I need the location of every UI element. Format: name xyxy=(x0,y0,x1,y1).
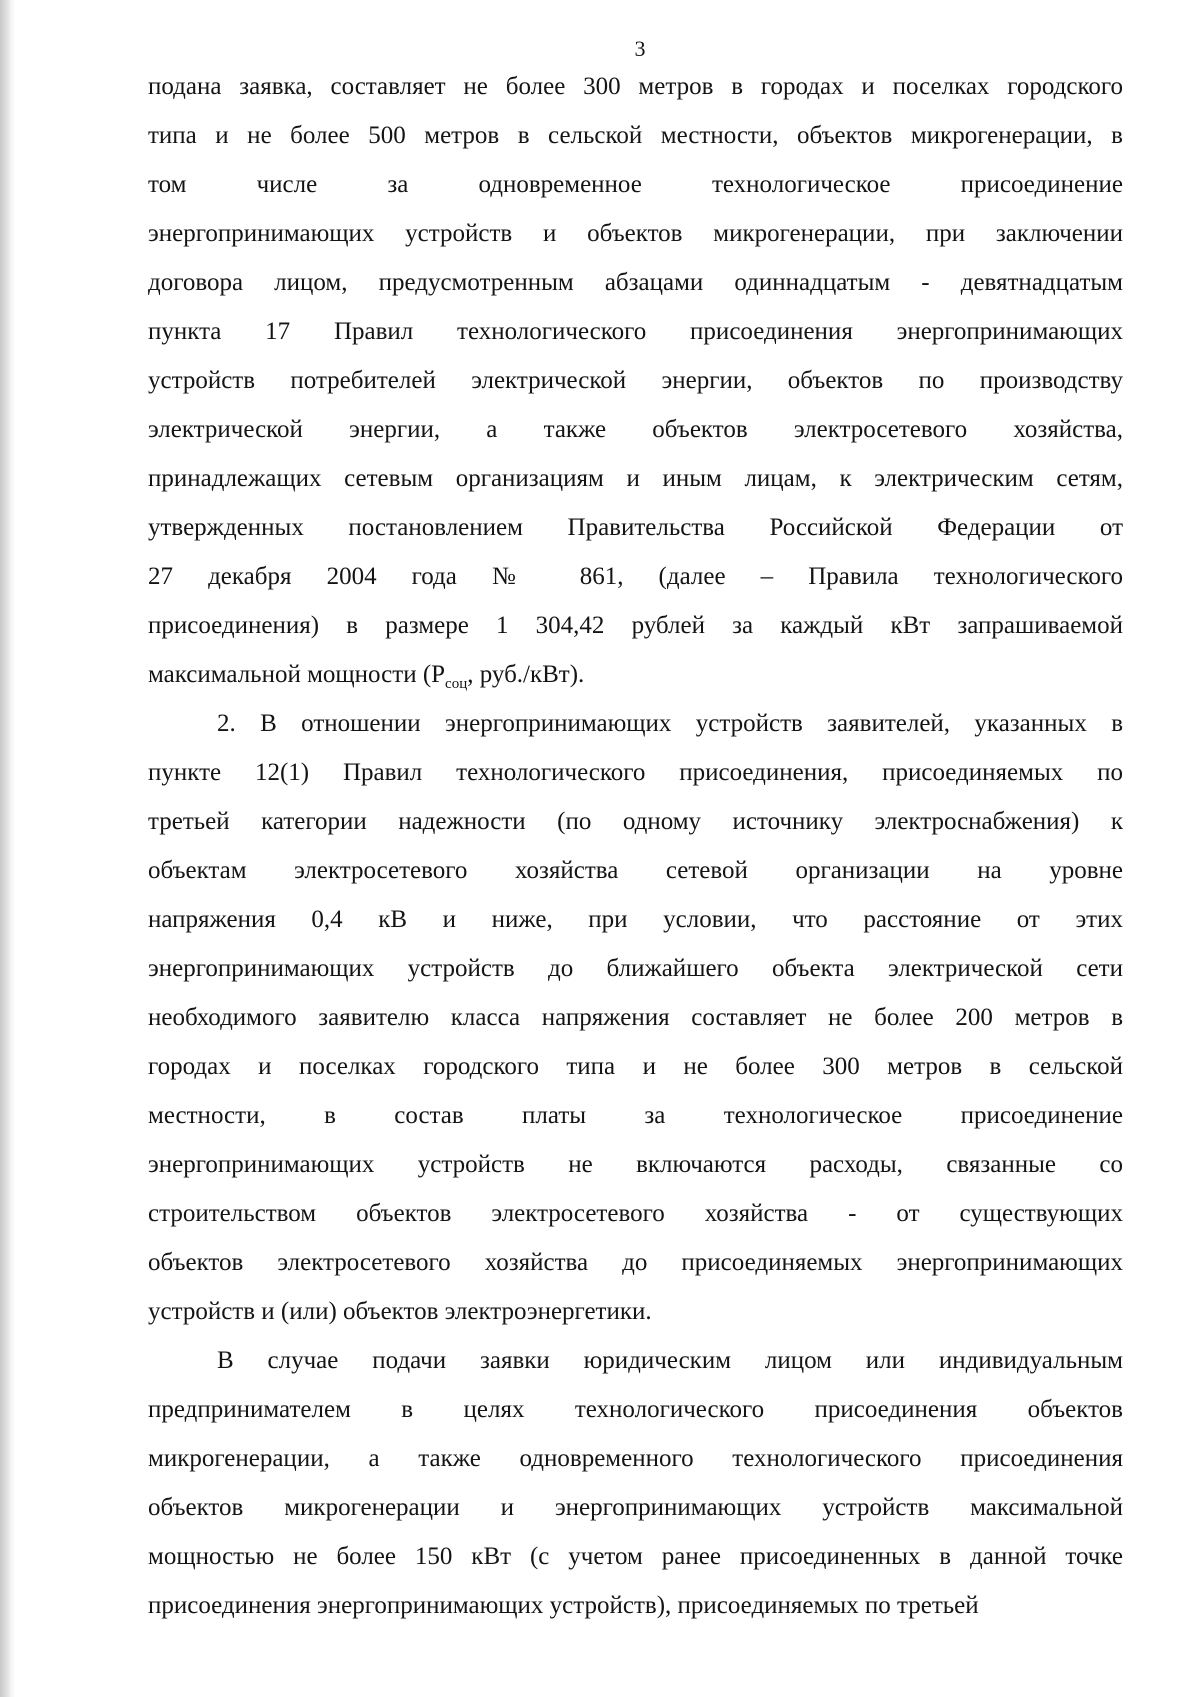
paragraph xyxy=(148,699,1123,1336)
document-body xyxy=(148,62,1123,1630)
text-line: пункте 12(1) Правил технологического присоединения, присоединяемых по xyxy=(148,759,1123,786)
text-line: 27 декабря 2004 года № 861, (далее – Правила технологического xyxy=(148,563,1123,590)
text-line: присоединения энергопринимающих устройств), присоединяемых по третьей xyxy=(148,1592,979,1619)
text-line: том числе за одновременное технологическое присоединение xyxy=(148,171,1123,198)
text-line: энергопринимающих устройств не включаются расходы, связанные со xyxy=(148,1151,1123,1178)
text-line: объектов электросетевого хозяйства до присоединяемых энергопринимающих xyxy=(148,1249,1123,1276)
text-line: максимальной мощности ($P_{соц}$, руб./кВт). xyxy=(148,661,585,692)
text-line: энергопринимающих устройств и объектов микрогенерации, при заключении xyxy=(148,220,1123,247)
text-line: утвержденных постановлением Правительства Российской Федерации от xyxy=(148,514,1123,541)
text-line: объектам электросетевого хозяйства сетевой организации на уровне xyxy=(148,857,1123,884)
text-line: объектов микрогенерации и энергопринимающих устройств максимальной xyxy=(148,1494,1123,1521)
text-line: строительством объектов электросетевого хозяйства - от существующих xyxy=(148,1200,1123,1227)
text-line: электрической энергии, а также объектов электросетевого хозяйства, xyxy=(148,416,1123,443)
text-line: энергопринимающих устройств до ближайшего объекта электрической сети xyxy=(148,955,1123,982)
text-line: типа и не более 500 метров в сельской местности, объектов микрогенерации, в xyxy=(148,122,1123,149)
text-line: микрогенерации, а также одновременного технологического присоединения xyxy=(148,1445,1123,1472)
text-line: подана заявка, составляет не более 300 метров в городах и поселках городского xyxy=(148,73,1123,100)
text-line: необходимого заявителю класса напряжения составляет не более 200 метров в xyxy=(148,1004,1123,1031)
text-line: пункта 17 Правил технологического присоединения энергопринимающих xyxy=(148,318,1123,345)
text-line: присоединения) в размере 1 304,42 рублей за каждый кВт запрашиваемой xyxy=(148,612,1123,639)
text-line: мощностью не более 150 кВт (с учетом ранее присоединенных в данной точке xyxy=(148,1543,1123,1570)
text-line: В случае подачи заявки юридическим лицом или индивидуальным xyxy=(217,1347,1123,1374)
text-line: местности, в состав платы за технологическое присоединение xyxy=(148,1102,1123,1129)
text-line: устройств и (или) объектов электроэнергетики. xyxy=(148,1298,652,1325)
text-line: городах и поселках городского типа и не более 300 метров в сельской xyxy=(148,1053,1123,1080)
text-line: 2. В отношении энергопринимающих устройств заявителей, указанных в xyxy=(217,710,1123,737)
text-line: устройств потребителей электрической энергии, объектов по производству xyxy=(148,367,1123,394)
scan-edge-shadow xyxy=(0,0,11,1697)
paragraph xyxy=(148,62,1123,699)
text-line: предпринимателем в целях технологического присоединения объектов xyxy=(148,1396,1123,1423)
scan-edge-highlight xyxy=(11,0,14,1697)
text-line: договора лицом, предусмотренным абзацами одиннадцатым - девятнадцатым xyxy=(148,269,1123,296)
text-line: принадлежащих сетевым организациям и иным лицам, к электрическим сетям, xyxy=(148,465,1123,492)
text-line: третьей категории надежности (по одному источнику электроснабжения) к xyxy=(148,808,1123,835)
paragraph xyxy=(148,1336,1123,1630)
text-line: напряжения 0,4 кВ и ниже, при условии, что расстояние от этих xyxy=(148,906,1123,933)
page-number: 3 xyxy=(634,36,646,61)
